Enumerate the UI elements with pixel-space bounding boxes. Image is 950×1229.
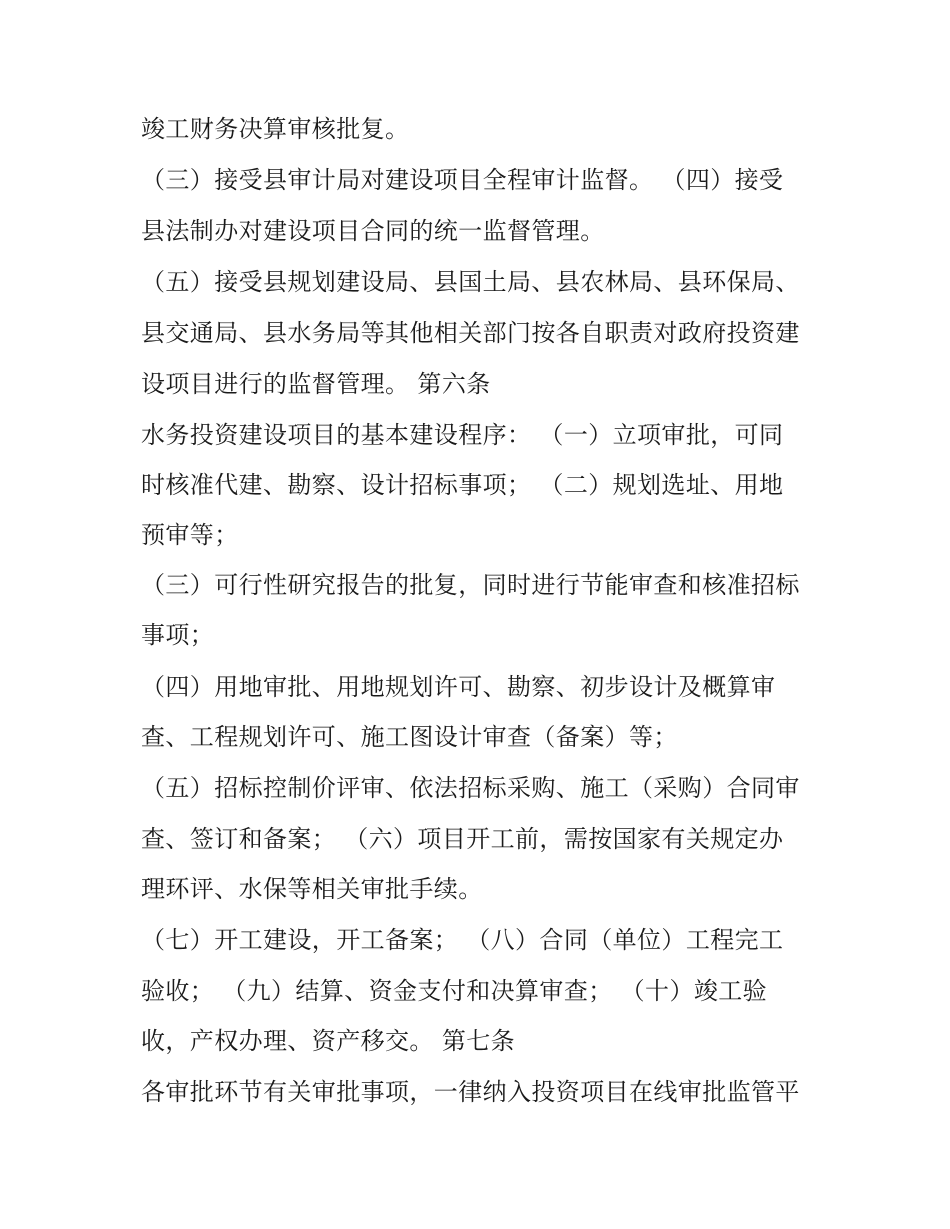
text-line: 县交通局、县水务局等其他相关部门按各自职责对政府投资建 <box>141 319 800 347</box>
text-line: 预审等； <box>141 521 239 549</box>
text-line: 各审批环节有关审批事项，一律纳入投资项目在线审批监管平 <box>141 1078 800 1106</box>
text-line: 理环评、水保等相关审批手续。 <box>141 875 483 903</box>
text-line: 县法制办对建设项目合同的统一监督管理。 <box>141 217 605 245</box>
text-line: 竣工财务决算审核批复。 <box>141 115 410 143</box>
text-line: （三）接受县审计局对建设项目全程审计监督。 （四）接受 <box>141 166 784 194</box>
text-line: （三）可行性研究报告的批复，同时进行节能审查和核准招标 <box>141 571 800 599</box>
text-line: 事项； <box>141 621 215 649</box>
text-line: 查、工程规划许可、施工图设计审查（备案）等； <box>141 723 678 751</box>
text-line: 水务投资建设项目的基本建设程序： （一）立项审批，可同 <box>141 421 784 449</box>
text-line: （四）用地审批、用地规划许可、勘察、初步设计及概算审 <box>141 673 776 701</box>
text-line: 设项目进行的监督管理。 第六条 <box>141 370 491 398</box>
text-line: （七）开工建设，开工备案； （八）合同（单位）工程完工 <box>141 926 784 954</box>
text-line: 时核准代建、勘察、设计招标事项； （二）规划选址、用地 <box>141 471 784 499</box>
text-line: （五）招标控制价评审、依法招标采购、施工（采购）合同审 <box>141 774 800 802</box>
text-line: 查、签订和备案； （六）项目开工前，需按国家有关规定办 <box>141 825 784 853</box>
text-line: （五）接受县规划建设局、县国土局、县农林局、县环保局、 <box>141 268 800 296</box>
text-line: 收，产权办理、资产移交。 第七条 <box>141 1027 516 1055</box>
text-line: 验收； （九）结算、资金支付和决算审查； （十）竣工验 <box>141 977 768 1005</box>
